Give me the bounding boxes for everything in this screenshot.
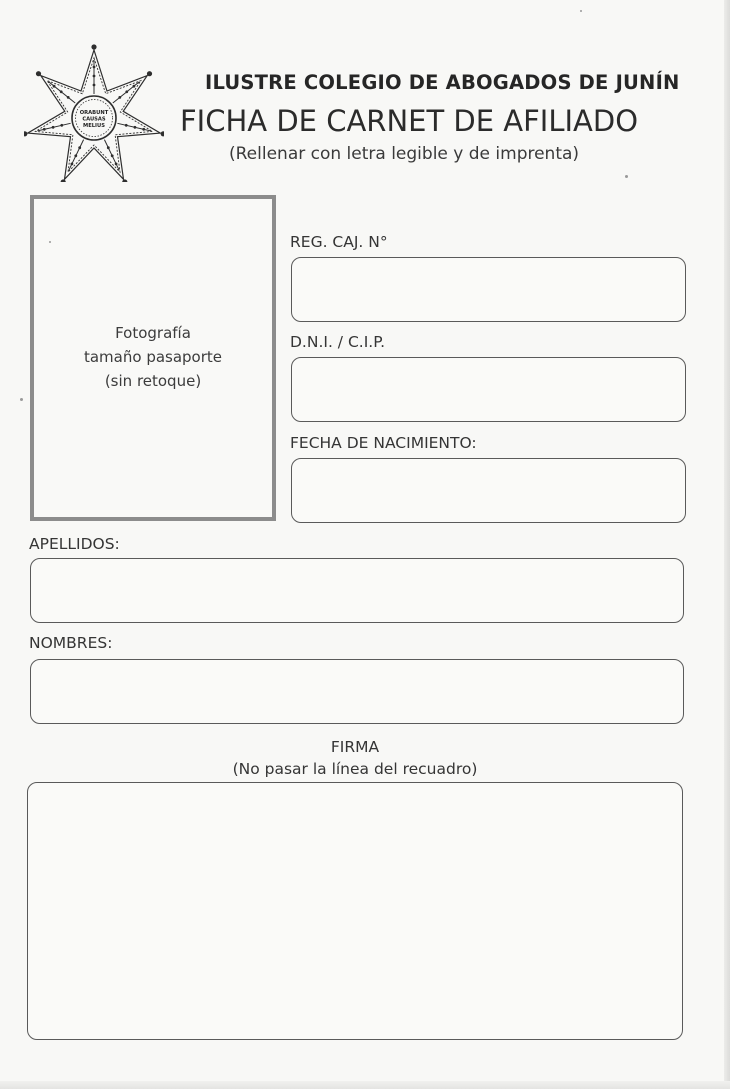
birth-date-label: FECHA DE NACIMIENTO: [290, 434, 477, 452]
scan-speck [20, 398, 23, 401]
photo-line-1: Fotografía [115, 324, 191, 342]
form-subtitle: (Rellenar con letra legible y de imprenta) [229, 144, 580, 164]
reg-caj-label: REG. CAJ. N° [290, 233, 388, 251]
form-title: FICHA DE CARNET DE AFILIADO [180, 104, 639, 138]
photo-line-2: tamaño pasaporte [83, 348, 223, 366]
bar-association-seal-icon [24, 42, 164, 182]
photo-instructions [34, 321, 272, 393]
dni-cip-label: D.N.I. / C.I.P. [290, 333, 386, 351]
signature-note: (No pasar la línea del recuadro) [232, 760, 478, 778]
surnames-label: APELLIDOS: [29, 535, 120, 553]
page-bottom-edge [0, 1081, 730, 1089]
dni-cip-field[interactable] [291, 357, 686, 422]
reg-caj-field[interactable] [291, 257, 686, 322]
birth-date-field[interactable] [291, 458, 686, 523]
scan-speck [49, 241, 51, 243]
photo-line-3: (sin retoque) [104, 372, 202, 390]
page-edge [724, 0, 730, 1089]
names-field[interactable] [30, 659, 684, 724]
signature-field[interactable] [27, 782, 683, 1040]
surnames-field[interactable] [30, 558, 684, 623]
seal-motto-3: MELIUS [83, 123, 105, 129]
names-label: NOMBRES: [29, 634, 113, 652]
scan-speck [625, 175, 628, 178]
seal-motto-1: ORABUNT [79, 110, 109, 116]
photo-box[interactable] [30, 195, 276, 521]
seal-motto-2: CAUSAS [82, 116, 106, 123]
organization-name: ILUSTRE COLEGIO DE ABOGADOS DE JUNÍN [205, 71, 680, 94]
signature-label: FIRMA [330, 738, 380, 756]
scan-speck [580, 10, 582, 12]
